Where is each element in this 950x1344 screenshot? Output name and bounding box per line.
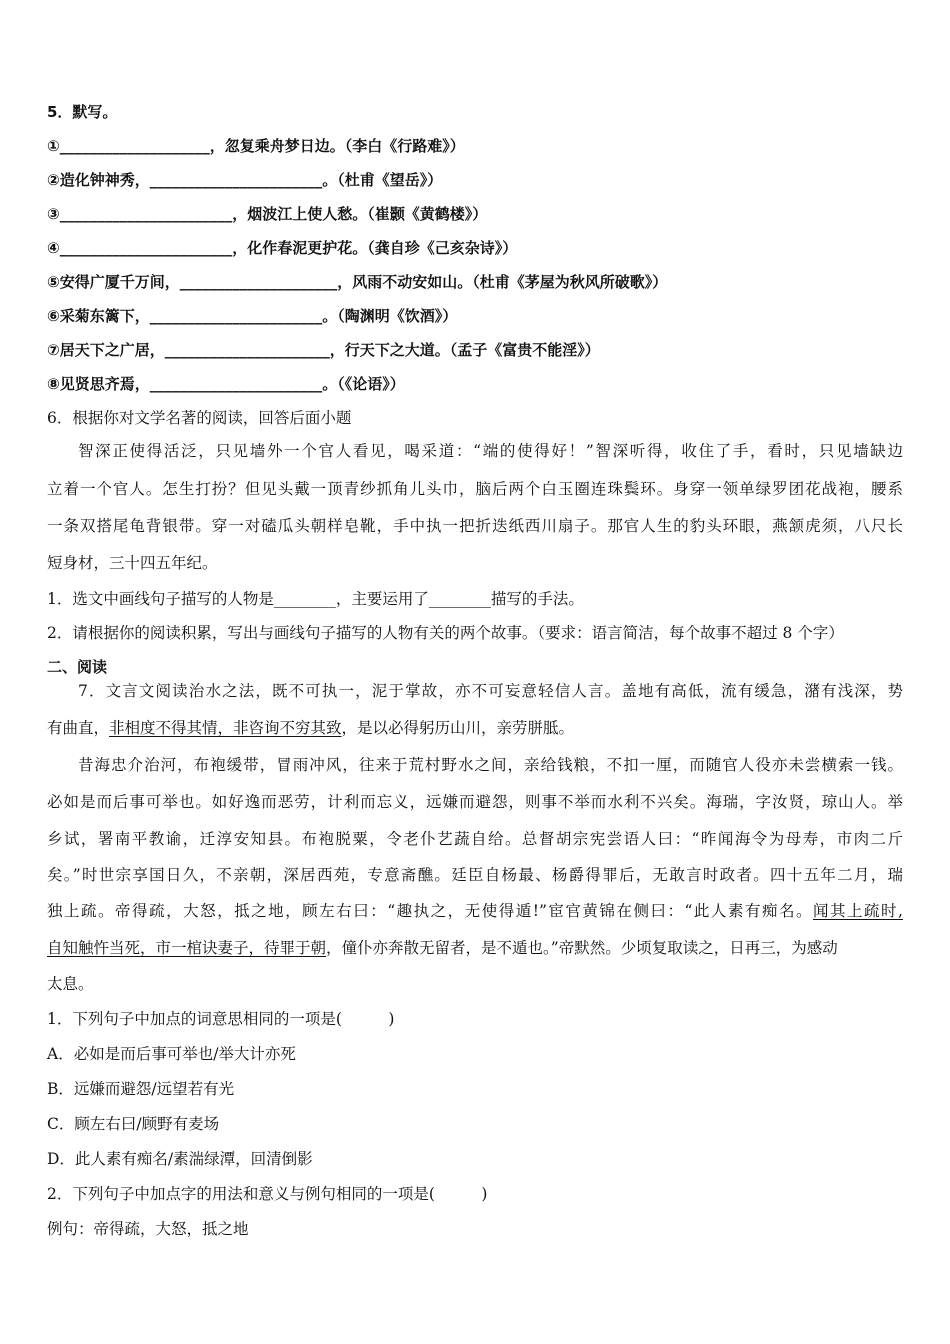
q7-line [47,717,574,739]
q7-line2-end: ，是以必得躬历山川，亲劳胼胝。 [341,719,575,737]
q7-p2-line: 矣。”时世宗享国日久，不亲朝，深居西苑，专意斋醮。廷臣自杨最、杨爵得罪后，无敢言时政者。四十五年二月，瑞 [47,866,903,884]
q7-p2-line: 昔海忠介治河，布袍缓带，冒雨冲风，往来于荒村野水之间，亲给钱粮，不扣一厘，而随官人役亦未尝横索一钱。 [78,756,903,774]
q7-line2-start: 有曲直， [47,719,110,737]
q7-line: 7．文言文阅读治水之法，既不可执一，泥于掌故，亦不可妄意轻信人言。盖地有高低，流有缓急，潴有浅深，势 [78,682,903,700]
q7-p2-line5-start: 独上疏。帝得疏，大怒，抵之地，顾左右曰：“趣执之，无使得遁!”宦官黄锦在侧曰：“此人素有痴名。 [47,902,813,920]
q7-p2-line [47,937,838,959]
q6-sub-question-2: 2．请根据你的阅读积累，写出与画线句子描写的人物有关的两个故事。（要求：语言简洁，每个故事不超过 8 个字） [47,624,844,642]
q6-passage-line: 短身材，三十四五年纪。 [47,554,218,572]
q7-p2-line: 必如是而后事可举也。如好逸而恶劳，计利而忘义，远嫌而避怨，则事不举而水利不兴矣。海瑞，字汝贤，琼山人。举 [47,793,903,811]
q7-sub1-option-d: D．此人素有痴名/素湍绿潭，回清倒影 [47,1150,313,1168]
q7-sub2-stem: 2．下列句子中加点字的用法和意义与例句相同的一项是( ) [47,1185,488,1203]
q5-item-6: ⑥采菊东篱下，_______________________。（陶渊明《饮酒》） [47,307,458,325]
q5-item-3: ③_______________________，烟波江上使人愁。（崔颢《黄鹤楼》） [47,205,488,223]
q7-sub1-stem: 1．下列句子中加点的词意思相同的一项是( ) [47,1010,395,1028]
q5-item-8: ⑧见贤思齐焉，_______________________。（《论语》） [47,375,405,393]
q7-underlined-sentence-2a: 闻其上疏时, [813,902,903,920]
q5-item-5: ⑤安得广厦千万间，_____________________，风雨不动安如山。（杜甫《茅屋为秋风所破歌》） [47,273,668,291]
q7-sub2-example: 例句：帝得疏，大怒，抵之地 [47,1220,249,1238]
q5-item-1: ①____________________，忽复乘舟梦日边。（李白《行路难》） [47,137,465,155]
q6-sub-question-1: 1．选文中画线句子描写的人物是________，主要运用了________描写的手法。 [47,590,584,608]
q6-passage-line: 智深正使得活泛，只见墙外一个官人看见，喝采道：“端的使得好！”智深听得，收住了手，看时，只见墙缺边 [78,442,903,460]
q7-sub1-option-a: A．必如是而后事可举也/举大计亦死 [47,1045,296,1063]
q7-underlined-sentence: 非相度不得其情，非咨询不穷其致 [109,719,342,737]
q5-title: 5．默写。 [47,103,118,121]
q7-sub1-option-c: C．顾左右曰/顾野有麦场 [47,1115,220,1133]
q7-underlined-sentence-2b: 自知触忤当死，市一棺诀妻子，待罪于朝 [47,939,327,957]
q7-p2-line6-end: ，僮仆亦奔散无留者，是不遁也。”帝默然。少顷复取读之，日再三，为感动 [326,939,838,957]
q6-passage-line: 一条双搭尾龟背银带。穿一对磕瓜头朝样皂靴，手中执一把折迭纸西川扇子。那官人生的豹头环眼，燕颔虎须，八尺长 [47,517,903,535]
q6-passage-line: 立着一个官人。怎生打扮？但见头戴一顶青纱抓角儿头巾，脑后两个白玉圈连珠鬓环。身穿一领单绿罗团花战袍，腰系 [47,480,903,498]
q7-p2-line: 乡试，署南平教谕，迁淳安知县。布袍脱粟，令老仆艺蔬自给。总督胡宗宪尝语人曰：“昨闻海令为母寿，市肉二斤 [47,830,903,848]
q7-sub1-option-b: B．远嫌而避怨/远望若有光 [47,1080,235,1098]
q5-item-2: ②造化钟神秀，_______________________。（杜甫《望岳》） [47,171,443,189]
q5-item-7: ⑦居天下之广居，______________________，行天下之大道。（孟子《富贵不能淫》） [47,341,600,359]
q6-title: 6．根据你对文学名著的阅读，回答后面小题 [47,409,352,427]
q7-p2-line [47,900,903,922]
q5-item-4: ④_______________________，化作春泥更护花。（龚自珍《己亥杂诗》） [47,239,518,257]
q7-p2-line: 太息。 [47,975,94,993]
section-heading-reading: 二、阅读 [47,658,108,676]
